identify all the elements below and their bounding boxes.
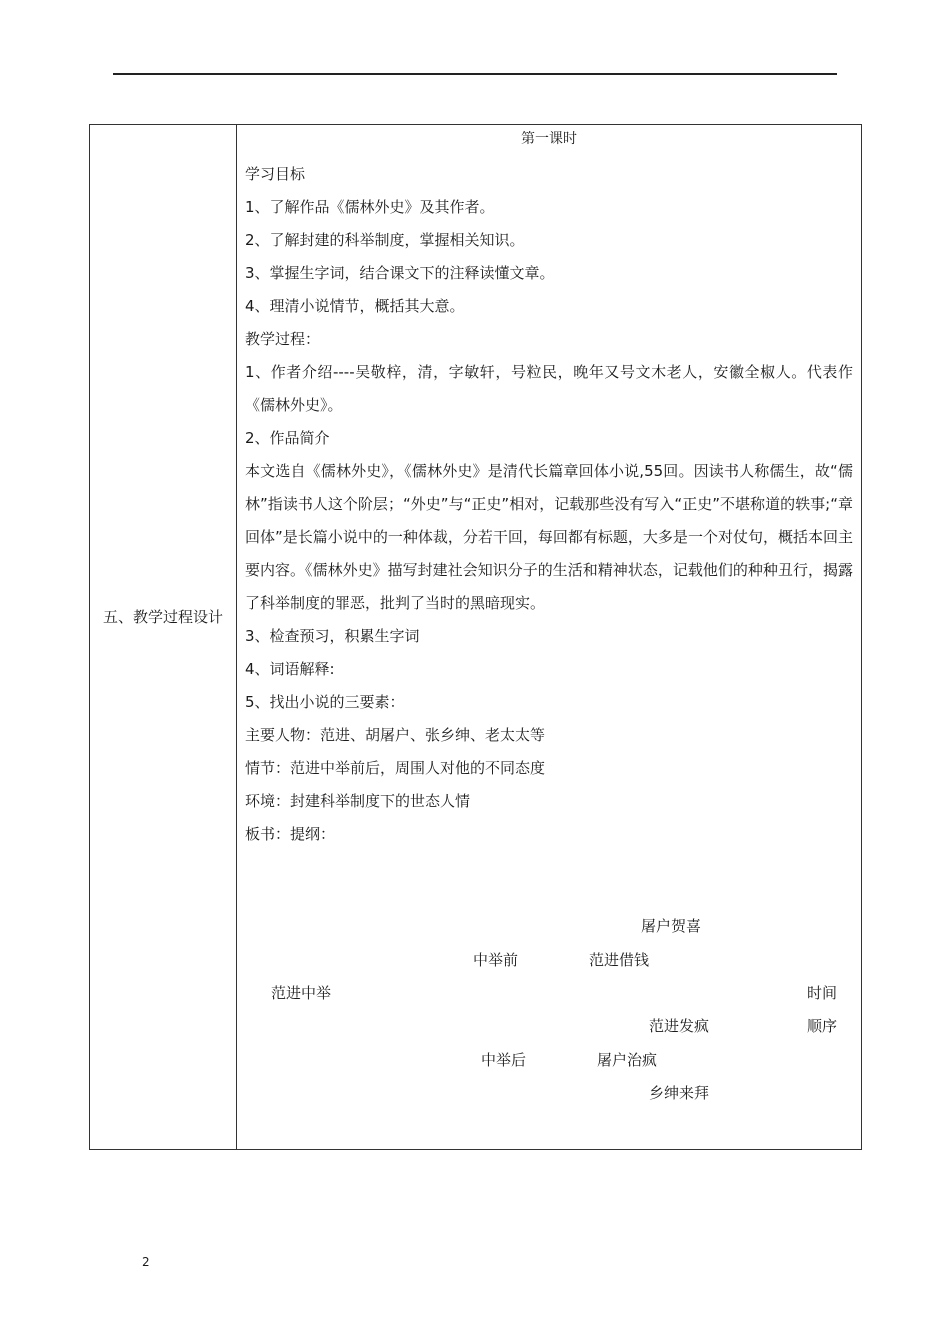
work-intro: 本文选自《儒林外史》，《儒林外史》是清代长篇章回体小说,55回。因读书人称儒生，故“儒林”指读书人这个阶层；“外史”与“正史”相对，记载那些没有写入“正史”不堪称道的轶事;“章回体”是长篇小说中的一种体裁，分若干回，每回都有标题，大多是一个对仗句，概括本回主要内容。《儒林外史》描写封建社会知识分子的生活和精神状态，记载他们的种种丑行，揭露了科举制度的罪恶，批判了当时的黑暗现实。 [245,462,853,612]
header-rule [113,73,837,75]
board-order-label: 顺序 [807,1017,838,1035]
lesson-content [245,158,853,851]
process-step: 3、检查预习，积累生字词 [245,627,420,645]
characters-line: 主要人物：范进、胡屠户、张乡绅、老太太等 [245,726,546,744]
plot-line: 情节：范进中举前后，周围人对他的不同态度 [245,759,546,777]
content-cell [237,125,861,1149]
board-after-label: 中举后 [481,1051,527,1069]
section-label-cell [90,125,237,1149]
author-intro: 1、作者介绍----吴敬梓，清，字敏轩，号粒民，晚年又号文木老人，安徽全椒人。代表作《儒林外史》。 [245,363,853,414]
goal-item: 2、了解封建的科举制度，掌握相关知识。 [245,231,525,249]
board-before-label: 中举前 [473,951,519,969]
goal-item: 4、理清小说情节，概括其大意。 [245,297,465,315]
board-item: 屠户贺喜 [641,917,702,935]
board-time-label: 时间 [807,984,838,1002]
board-heading: 板书：提纲： [245,825,336,843]
work-intro-heading: 2、作品简介 [245,429,330,447]
board-item: 屠户治疯 [597,1051,658,1069]
lesson-title: 第一课时 [521,131,577,147]
section-label: 五、教学过程设计 [102,608,223,626]
goal-item: 1、了解作品《儒林外史》及其作者。 [245,198,495,216]
board-item: 范进借钱 [589,951,650,969]
board-item: 乡绅来拜 [649,1084,710,1102]
blackboard-outline [237,907,861,1107]
process-heading: 教学过程： [245,330,321,348]
goal-item: 3、掌握生字词，结合课文下的注释读懂文章。 [245,264,555,282]
board-main: 范进中举 [271,984,332,1002]
process-step: 5、找出小说的三要素： [245,693,405,711]
goals-heading: 学习目标 [245,165,306,183]
lesson-plan-table [89,124,862,1150]
process-step: 4、词语解释: [245,660,335,678]
setting-line: 环境：封建科举制度下的世态人情 [245,792,471,810]
page-number: 2 [142,1255,150,1269]
board-item: 范进发疯 [649,1017,710,1035]
